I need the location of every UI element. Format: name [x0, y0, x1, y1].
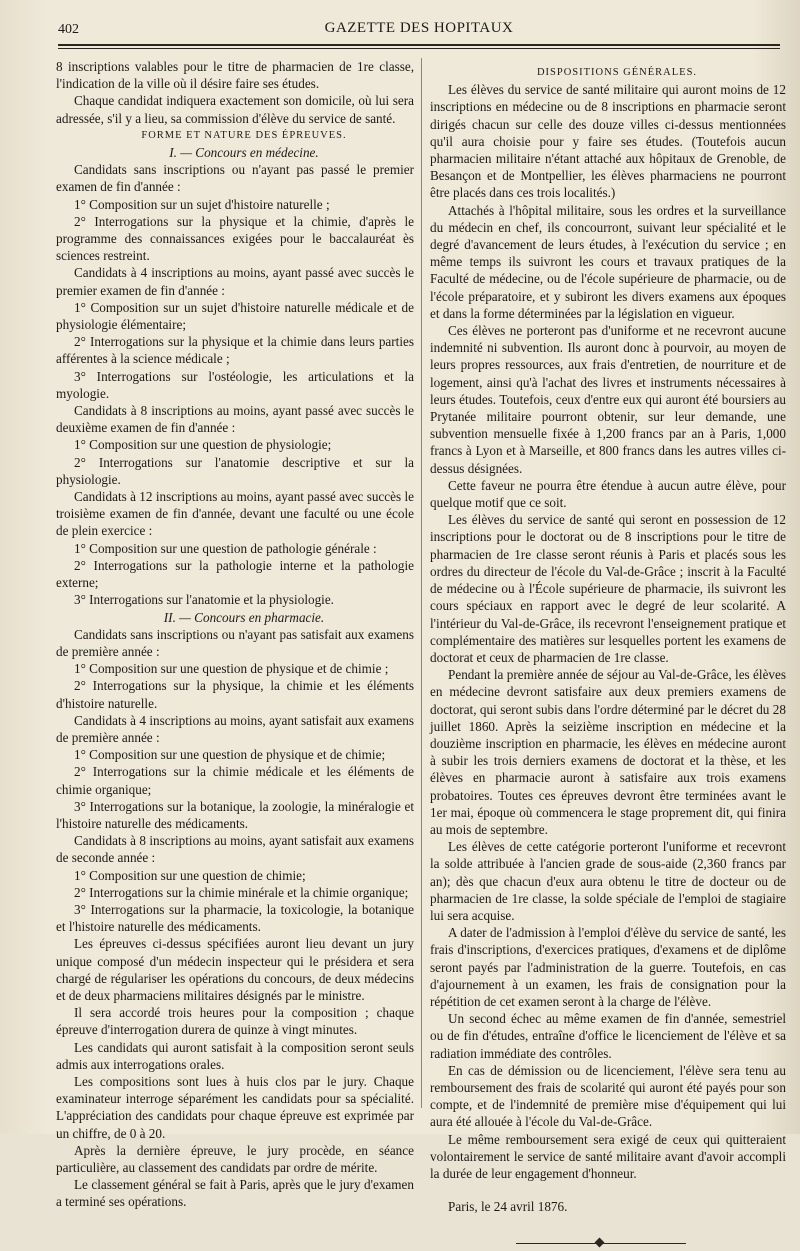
paragraph: Les compositions sont lues à huis clos par le jury. Chaque examinateur interroge séparément les candidats pour sa spécialité. L'appréciation des candidats pour chaque épreuve est exprimée par un chiffre, de 0 à 20.: [56, 1073, 414, 1141]
list-item: 2° Interrogations sur l'anatomie descriptive et sur la physiologie.: [56, 454, 414, 487]
paragraph: Candidats sans inscriptions ou n'ayant pas passé le premier examen de fin d'année :: [56, 162, 414, 195]
header-rule: [58, 44, 780, 49]
end-ornament: [430, 1237, 786, 1251]
section-heading: FORME ET NATURE DES ÉPREUVES.: [141, 129, 347, 141]
left-column: [56, 58, 414, 1211]
diamond-ornament-icon: [595, 1238, 605, 1248]
paragraph: Attachés à l'hôpital militaire, sous les ordres et la surveillance du médecin en chef, ils concourront, suivant leur spécialité et le degré d'avancement de leurs études, à l'exécution du service ; en même temps ils suivront les cours et travaux pratiques de la Faculté de médecine, ou de l'école supérieure de pharmacie, ou de l'école préparatoire, et y subiront les divers examens aux époques et dans la forme déterminées par la législation en vigueur.: [430, 202, 786, 321]
paragraph: Les candidats qui auront satisfait à la composition seront seuls admis aux interrogations orales.: [56, 1039, 414, 1072]
paragraph: Cette faveur ne pourra être étendue à aucun autre élève, pour quelque motif que ce soit.: [430, 477, 786, 511]
list-item: 1° Composition sur une question de physiologie;: [74, 437, 332, 453]
paragraph: 8 inscriptions valables pour le titre de pharmacien de 1re classe, l'indication de la ville où il désire faire ses études.: [56, 59, 414, 92]
list-item: 1° Composition sur une question de chimie;: [74, 867, 306, 883]
paragraph: Candidats à 4 inscriptions au moins, ayant satisfait aux examens de première année :: [56, 712, 414, 745]
column-divider: [421, 58, 422, 1108]
paragraph: Candidats à 4 inscriptions au moins, ayant passé avec succès le premier examen de fin d'année :: [56, 265, 414, 298]
paragraph: Chaque candidat indiquera exactement son domicile, où lui sera adressée, s'il y a lieu, sa commission d'élève du service de santé.: [56, 93, 414, 126]
page-number: 402: [58, 22, 79, 37]
list-item: 1° Composition sur un sujet d'histoire naturelle ;: [74, 196, 330, 212]
list-item: 3° Interrogations sur la pharmacie, la toxicologie, la botanique et l'histoire naturelle des médicaments.: [56, 901, 414, 935]
list-item: 2° Interrogations sur la physique, la chimie et les éléments d'histoire naturelle.: [56, 678, 414, 711]
paragraph: Candidats à 8 inscriptions au moins, ayant satisfait aux examens de seconde année :: [56, 833, 414, 866]
paragraph: Les élèves de cette catégorie porteront l'uniforme et recevront la solde attribuée à l'ancien grade de sous-aide (2,360 francs par an); dès que chacun d'eux aura obtenu le titre de docteur ou de pharmacien de 1re classe, la solde spéciale de l'emploi de stagiaire lui sera acquise.: [430, 839, 786, 923]
paragraph: Les élèves du service de santé qui seront en possession de 12 inscriptions pour le doctorat ou de 8 inscriptions pour le titre de pharmacien de 1re classe seront réunis à Paris et placés sous les ordres du directeur de l'école du Val-de-Grâce ; inscrit à la Faculté de médecine ou à l'École supérieure de pharmacie, ils suivront les cours spéciaux en rapport avec le degré de leur scolarité. A l'intérieur du Val-de-Grâce, ils recevront l'enseignement pratique et complémentaire des matières sur lesquelles portent les examens de doctorat et ceux de pharmacien de 1re classe.: [430, 512, 786, 665]
list-item: 2° Interrogations sur la pathologie interne et la pathologie externe;: [56, 557, 414, 591]
paragraph: Les élèves du service de santé militaire qui auront moins de 12 inscriptions en médecine ou de 8 inscriptions en pharmacie seront dirigés chacun sur celle des douze villes ci-dessus mentionnées qu'il aura choisie pour y faire ses études. (Toutefois aucun pharmacien militaire n'étant attaché aux hôpitaux de Grenoble, de Besançon et de Montpellier, les élèves pharmaciens ne pourront être placés dans ces trois localités.): [430, 82, 786, 201]
paragraph: Il sera accordé trois heures pour la composition ; chaque épreuve d'interrogation durera de quinze à vingt minutes.: [56, 1005, 414, 1038]
date-signature: Paris, le 24 avril 1876.: [448, 1199, 568, 1215]
paragraph: A dater de l'admission à l'emploi d'élève du service de santé, les frais d'inscriptions, d'exercices pratiques, d'examens et de diplôme seront payés par l'administration de la guerre. Toutefois, en cas d'ajournement à un examen, les frais de consignation pour la répétition de cet examen seront à la charge de l'élève.: [430, 925, 786, 1009]
paragraph: Candidats à 8 inscriptions au moins, ayant passé avec succès le deuxième examen de fin d'année :: [56, 403, 414, 436]
paragraph: En cas de démission ou de licenciement, l'élève sera tenu au remboursement des frais de scolarité qui auront été payés pour son compte, et de l'indemnité de première mise d'équipement qui lui aura été allouée à l'école du Val-de-Grâce.: [430, 1062, 786, 1130]
subsection-heading: I. — Concours en médecine.: [169, 145, 319, 161]
paragraph: Candidats sans inscriptions ou n'ayant pas satisfait aux examens de première année :: [56, 626, 414, 659]
list-item: 2° Interrogations sur la physique et la chimie dans leurs parties afférentes à la science médicale ;: [56, 334, 414, 367]
list-item: 2° Interrogations sur la physique et la chimie, d'après le programme des connaissances exigées pour le baccalauréat ès sciences restreint.: [56, 213, 414, 264]
list-item: 3° Interrogations sur l'ostéologie, les articulations et la myologie.: [56, 368, 414, 401]
page-header: [58, 18, 780, 40]
paragraph: Les épreuves ci-dessus spécifiées auront lieu devant un jury unique composé d'un médecin inspecteur qui le présidera et sera chargé de régulariser les opérations du concours, de deux médecins et de deux pharmaciens militaires désignés par le ministre.: [56, 936, 414, 1003]
paragraph: Candidats à 12 inscriptions au moins, ayant passé avec succès le troisième examen de fin d'année, devant une faculté ou une école de plein exercice :: [56, 489, 414, 539]
paragraph: Après la dernière épreuve, le jury procède, en séance particulière, au classement des candidats par ordre de mérite.: [56, 1142, 414, 1175]
list-item: 3° Interrogations sur la botanique, la zoologie, la minéralogie et l'histoire naturelle des médicaments.: [56, 798, 414, 831]
right-column: [430, 58, 786, 1251]
list-item: 2° Interrogations sur la chimie médicale et les éléments de chimie organique;: [56, 764, 414, 797]
paragraph: Un second échec au même examen de fin d'année, semestriel ou de fin d'études, entraîne d'office le licenciement de l'élève et sa radiation immédiate des contrôles.: [430, 1011, 786, 1061]
paragraph: Le classement général se fait à Paris, après que le jury d'examen a terminé ses opérations.: [56, 1177, 414, 1210]
list-item: 2° Interrogations sur la chimie minérale et la chimie organique;: [74, 884, 409, 900]
paragraph: Pendant la première année de séjour au Val-de-Grâce, les élèves en médecine devront satisfaire aux deux premiers examens de doctorat, qui seront subis dans l'ordre déterminé par le décret du 28 juillet 1860. Après la seizième inscription en médecine et la douzième inscription en pharmacie, les élèves en médecine auront à subir les trois derniers examens de doctorat et la thèse, et les élèves en pharmacie auront à satisfaire aux trois examens probatoires. Toutes ces épreuves devront être terminées avant le 1er mai, époque où commencera le stage proprement dit, qui finira au mois de septembre.: [430, 667, 786, 837]
journal-title: GAZETTE DES HOPITAUX: [324, 20, 514, 36]
section-heading: DISPOSITIONS GÉNÉRALES.: [536, 67, 698, 78]
list-item: 1° Composition sur une question de pathologie générale :: [74, 540, 377, 556]
subsection-heading: II. — Concours en pharmacie.: [163, 609, 325, 625]
list-item: 3° Interrogations sur l'anatomie et la physiologie.: [74, 592, 334, 608]
paragraph: Ces élèves ne porteront pas d'uniforme et ne recevront aucune indemnité ni subvention. Ils auront donc à pourvoir, au moyen de leurs propres ressources, aux frais d'entretien, de nourriture et de logement, ainsi qu'à l'achat des livres et instruments nécessaires à leurs études. Toutefois, ceux d'entre eux qui auront été boursiers au Prytanée militaire pourront obtenir, sur leur demande, une subvention mensuelle fixée à 1,200 francs par an à Paris, 1,000 francs à Lyon et à Marseille, et 800 francs dans les autres villes ci-dessus désignées.: [430, 323, 786, 476]
list-item: 1° Composition sur un sujet d'histoire naturelle médicale et de physiologie élémentaire;: [56, 299, 414, 333]
list-item: 1° Composition sur une question de physique et de chimie;: [74, 747, 386, 763]
paragraph: Le même remboursement sera exigé de ceux qui quitteraient volontairement le service de santé militaire avant d'avoir accompli la durée de leur engagement d'honneur.: [430, 1131, 786, 1181]
list-item: 1° Composition sur une question de physique et de chimie ;: [74, 661, 389, 677]
